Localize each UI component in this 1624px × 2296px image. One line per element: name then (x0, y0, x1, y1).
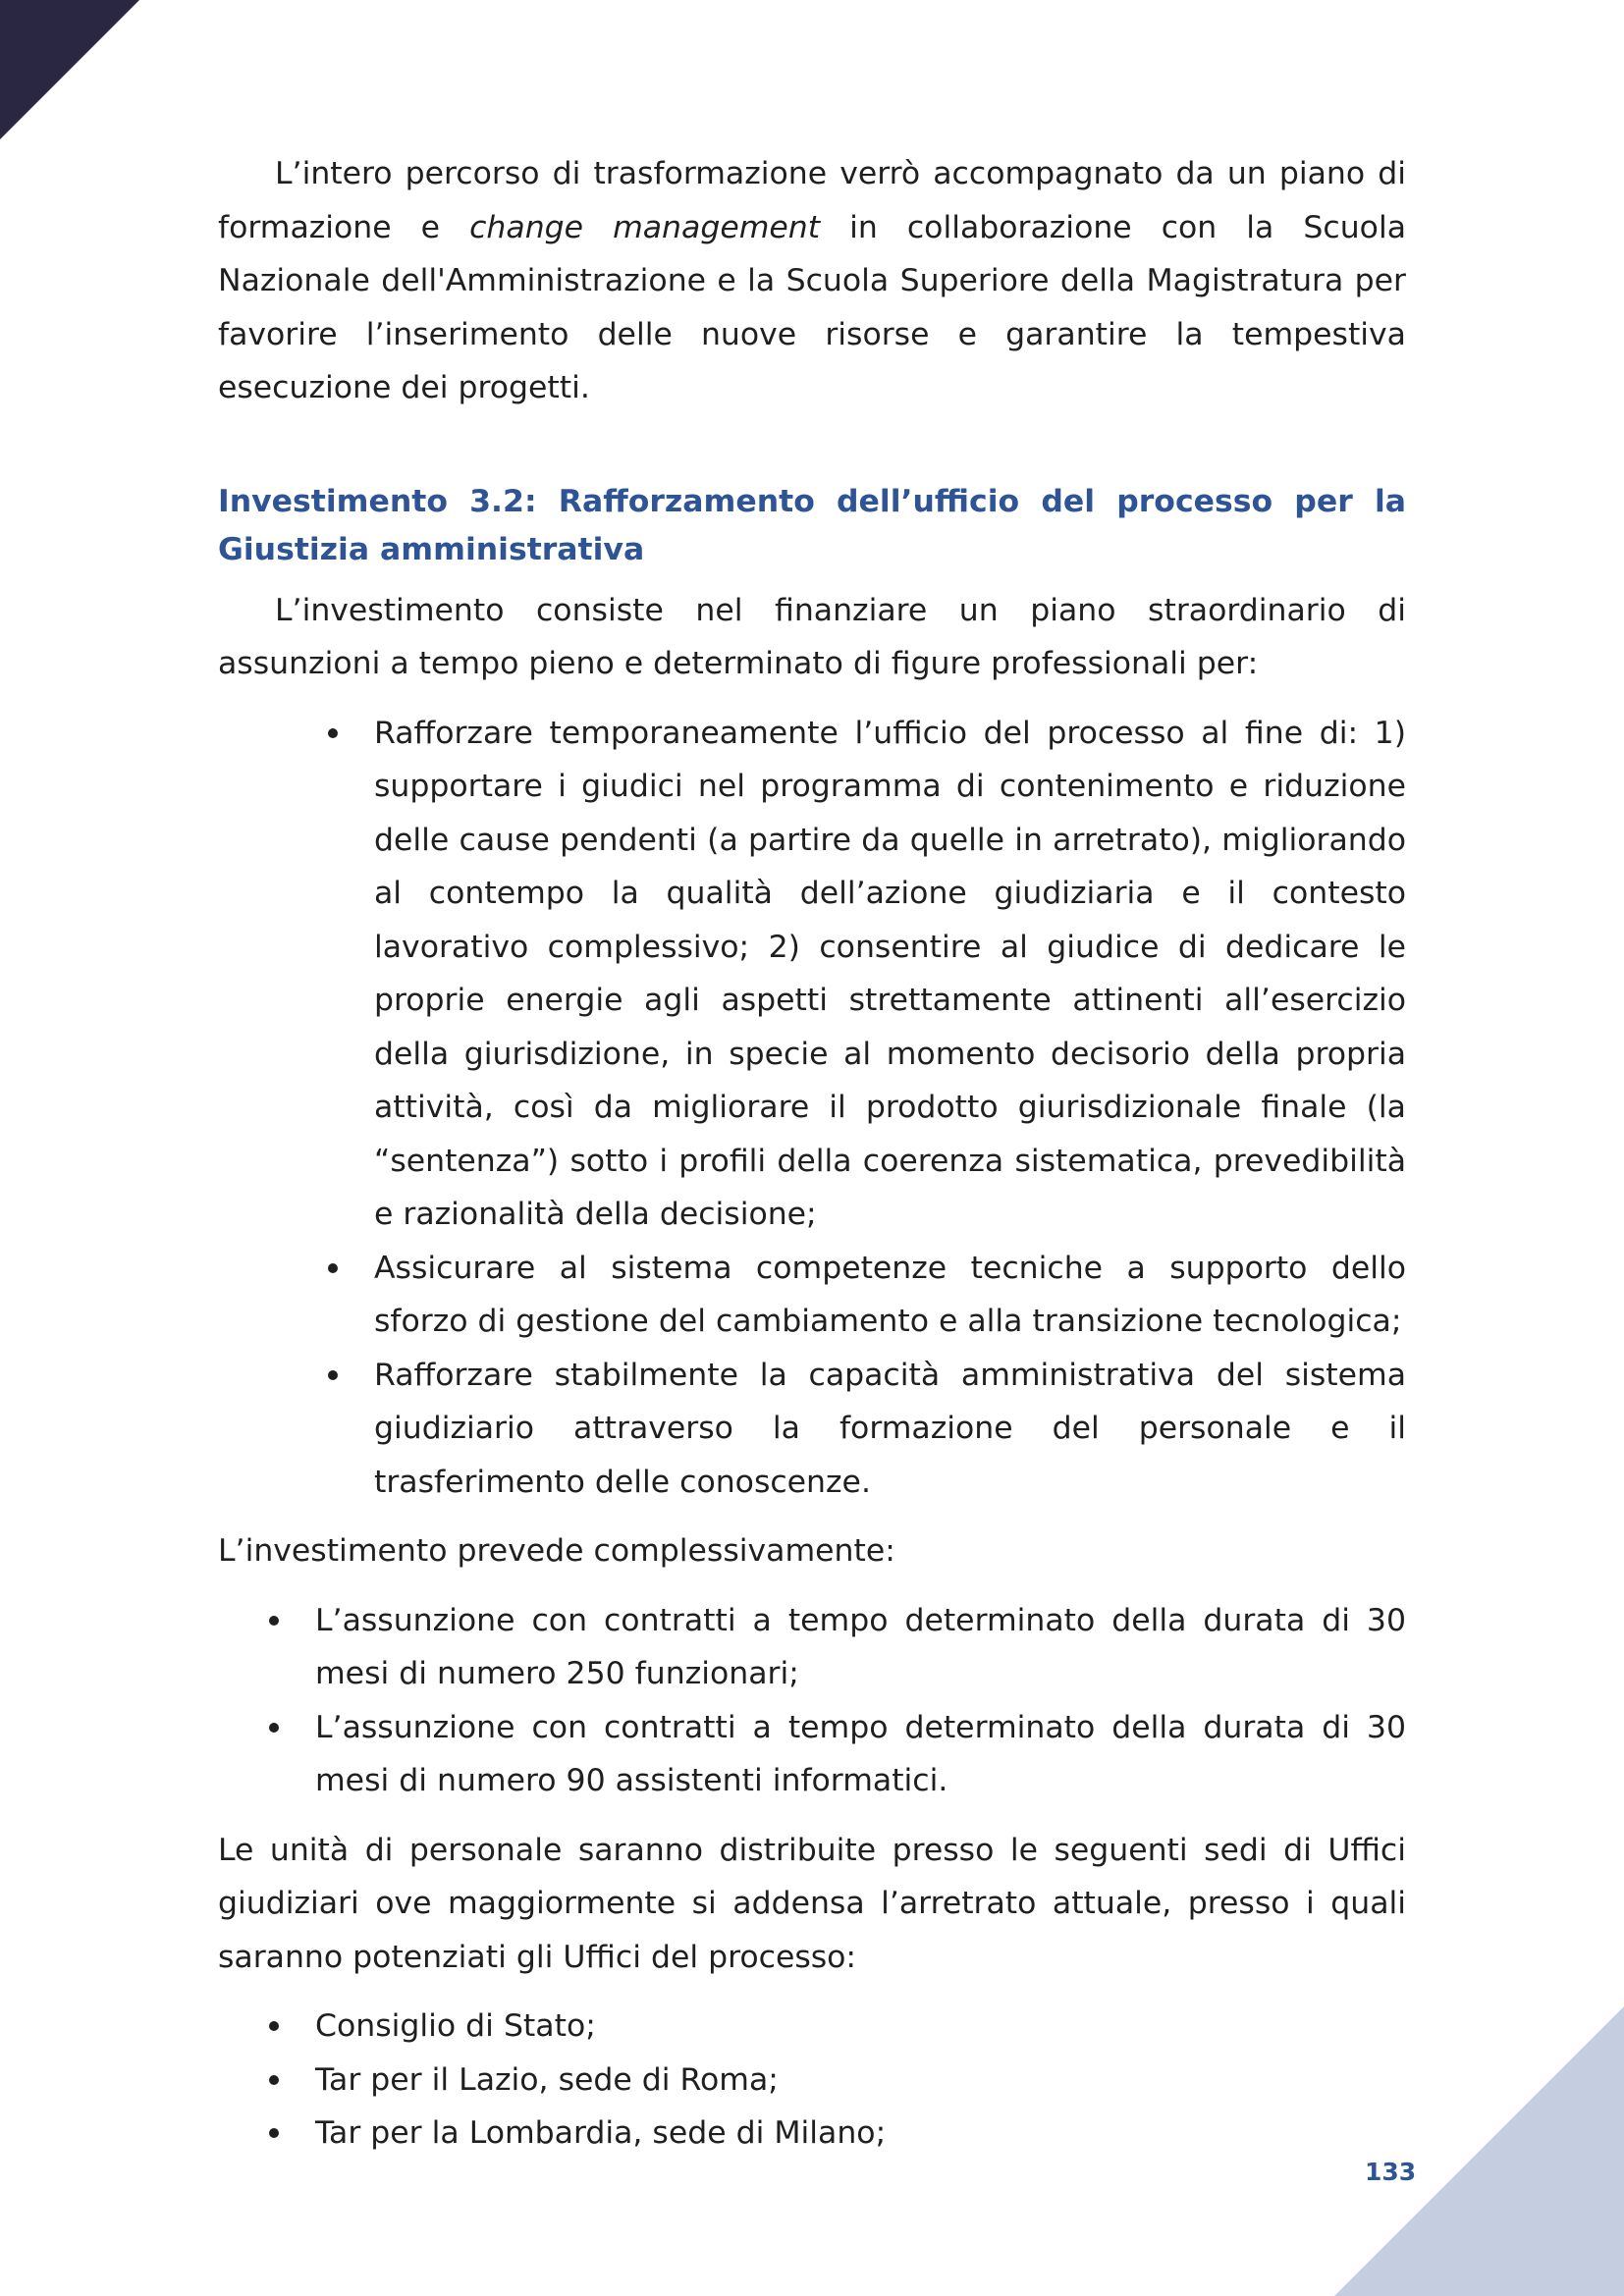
hiring-list (218, 1594, 1406, 1808)
bullet-icon (269, 1616, 279, 1626)
intro-text-2: in collaborazione con la Scuola Nazionale dell'Amministrazione e la Scuola Superiore della Magistratura per favorire l’inserimento delle nuove risorse e garantire la tempestiva esecuzione dei progetti. (218, 209, 1406, 405)
bullet-icon (269, 2128, 279, 2138)
list-item (374, 1242, 1406, 1349)
page-number: 133 (1365, 2158, 1417, 2186)
list-item-text: Tar per la Lombardia, sede di Milano; (315, 2115, 887, 2151)
list-item (374, 1349, 1406, 1510)
objectives-list (218, 707, 1406, 1510)
list-item-text: Assicurare al sistema competenze tecniche a supporto dello sforzo di gestione del cambiamento e alla transizione tecnologica; (374, 1250, 1406, 1339)
bullet-icon (269, 1723, 279, 1733)
list-item (315, 1701, 1406, 1808)
section-heading: Investimento 3.2: Rafforzamento dell’ufficio del processo per la Giustizia amministrativa (218, 483, 1406, 567)
list-item-text: L’assunzione con contratti a tempo determinato della durata di 30 mesi di numero 250 funzionari; (315, 1602, 1406, 1691)
list-item-text: Tar per il Lazio, sede di Roma; (315, 2061, 779, 2098)
list-item-text: Consiglio di Stato; (315, 2008, 596, 2044)
offices-list (218, 2000, 1406, 2161)
bullet-icon (328, 1370, 338, 1380)
paragraph-distribution: Le unità di personale saranno distribuite presso le seguenti sedi di Uffici giudiziari ove maggiormente si addensa l’arretrato attuale, presso i quali saranno potenziati gli Uffici del processo: (218, 1832, 1406, 1975)
list-item-text: L’assunzione con contratti a tempo determinato della durata di 30 mesi di numero 90 assistenti informatici. (315, 1709, 1406, 1798)
bullet-icon (328, 1263, 338, 1273)
list-item (315, 2000, 1406, 2054)
paragraph-investment-overall: L’investimento prevede complessivamente: (218, 1533, 895, 1569)
intro-paragraph (218, 147, 1406, 415)
list-item (374, 707, 1406, 1242)
bullet-icon (269, 2075, 279, 2085)
list-item (315, 2107, 1406, 2161)
bullet-icon (328, 728, 338, 738)
list-item (315, 2054, 1406, 2108)
bullet-icon (269, 2021, 279, 2031)
paragraph-investment-description: L’investimento consiste nel finanziare un piano straordinario di assunzioni a tempo pieno e determinato di figure professionali per: (218, 592, 1406, 681)
corner-decoration-top-left (0, 0, 139, 139)
intro-italic-term: change management (469, 209, 821, 245)
page-content (218, 147, 1406, 2176)
list-item (315, 1594, 1406, 1701)
list-item-text: Rafforzare stabilmente la capacità amministrativa del sistema giudiziario attraverso la formazione del personale e il trasferimento delle conoscenze. (374, 1357, 1406, 1500)
intro-text-1: L’intero percorso di trasformazione verrò accompagnato da un piano di formazione e (218, 156, 1406, 245)
list-item-text: Rafforzare temporaneamente l’ufficio del processo al fine di: 1) supportare i giudici nel programma di contenimento e riduzione delle cause pendenti (a partire da quelle in arretrato), migliorando al contempo la qualità dell’azione giudiziaria e il contesto lavorativo complessivo; 2) consentire al giudice di dedicare le proprie energie agli aspetti strettamente attinenti all’esercizio della giurisdizione, in specie al momento decisorio della propria attività, così da migliorare il prodotto giurisdizionale finale (la “sentenza”) sotto i profili della coerenza sistematica, prevedibilità e razionalità della decisione; (374, 715, 1406, 1232)
